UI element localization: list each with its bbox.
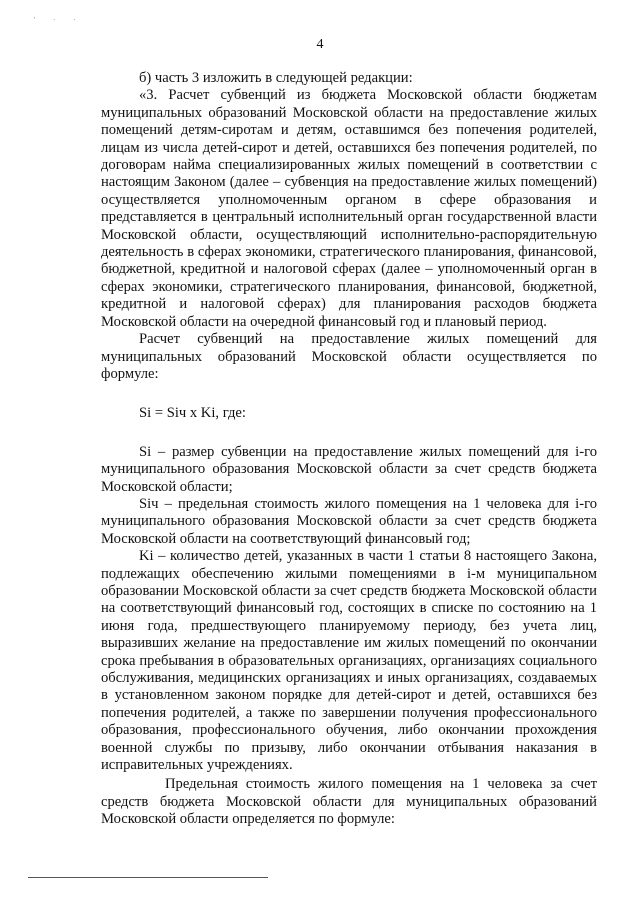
document-body <box>101 70 597 829</box>
amendment-intro: б) часть 3 изложить в следующей редакции: <box>139 70 413 86</box>
formula-si: Si = Siч x Ki, где: <box>139 405 246 422</box>
paragraph-formula-intro: Расчет субвенций на предоставление жилых помещений для муниципальных образований Московской области осуществляется по формуле: <box>101 331 597 382</box>
definition-ki: Ki – количество детей, указанных в части 1 статьи 8 настоящего Закона, подлежащих обеспечению жилыми помещениями в i-м муниципальном образовании Московской области за счет средств бюджета Московской области на соответствующий финансовый год, состоящих в списке по состоянию на 1 июня года, предшествующего планируемому периоду, без учета лиц, выразивших желание на предоставление им жилых помещений по окончании срока пребывания в образовательных организациях, организациях социального обслуживания, медицинских организациях и иных организациях, создаваемых в установленном законом порядке для детей-сирот и детей, оставшихся без попечения родителей, а также по завершении получения профессионального образования, профессионального обучения, либо окончании прохождения военной службы по призыву, либо окончании отбывания наказания в исправительных учреждениях. <box>101 548 597 774</box>
definition-sich: Siч – предельная стоимость жилого помещения на 1 человека для i-го муниципального образования Московской области за счет средств бюджета Московской области на соответствующий финансовый год; <box>101 495 597 547</box>
definition-si: Si – размер субвенции на предоставление жилых помещений для i-го муниципального образования Московской области за счет средств бюджета Московской области; <box>101 443 597 495</box>
paragraph-max-cost: Предельная стоимость жилого помещения на 1 человека за счет средств бюджета Московской области для муниципальных образований Московской области определяется по формуле: <box>101 776 597 828</box>
bottom-rule <box>28 877 268 878</box>
paragraph-subvention-calculation: «3. Расчет субвенций из бюджета Московской области бюджетам муниципальных образований Московской области на предоставление жилых помещений детям-сиротам и детям, оставшимся без попечения родителей, лицам из числа детей-сирот и детей, оставшихся без попечения родителей, по договорам найма специализированных жилых помещений в соответствии с настоящим Законом (далее – субвенция на предоставление жилых помещений) осуществляется уполномоченным органом в сфере образования и представляется в центральный исполнительный орган государственной власти Московской области, осуществляющий исполнительно-распорядительную деятельность в сферах экономики, стратегического планирования, финансовой, бюджетной, кредитной и налоговой сферах (далее – уполномоченный орган в сферах экономики, стратегического планирования, финансовой, бюджетной, кредитной и налоговой сферах) для планирования расходов бюджета Московской области на очередной финансовый год и плановый период. <box>101 87 597 330</box>
page-number: 4 <box>316 37 324 52</box>
scan-marks: ' · · <box>34 16 84 24</box>
